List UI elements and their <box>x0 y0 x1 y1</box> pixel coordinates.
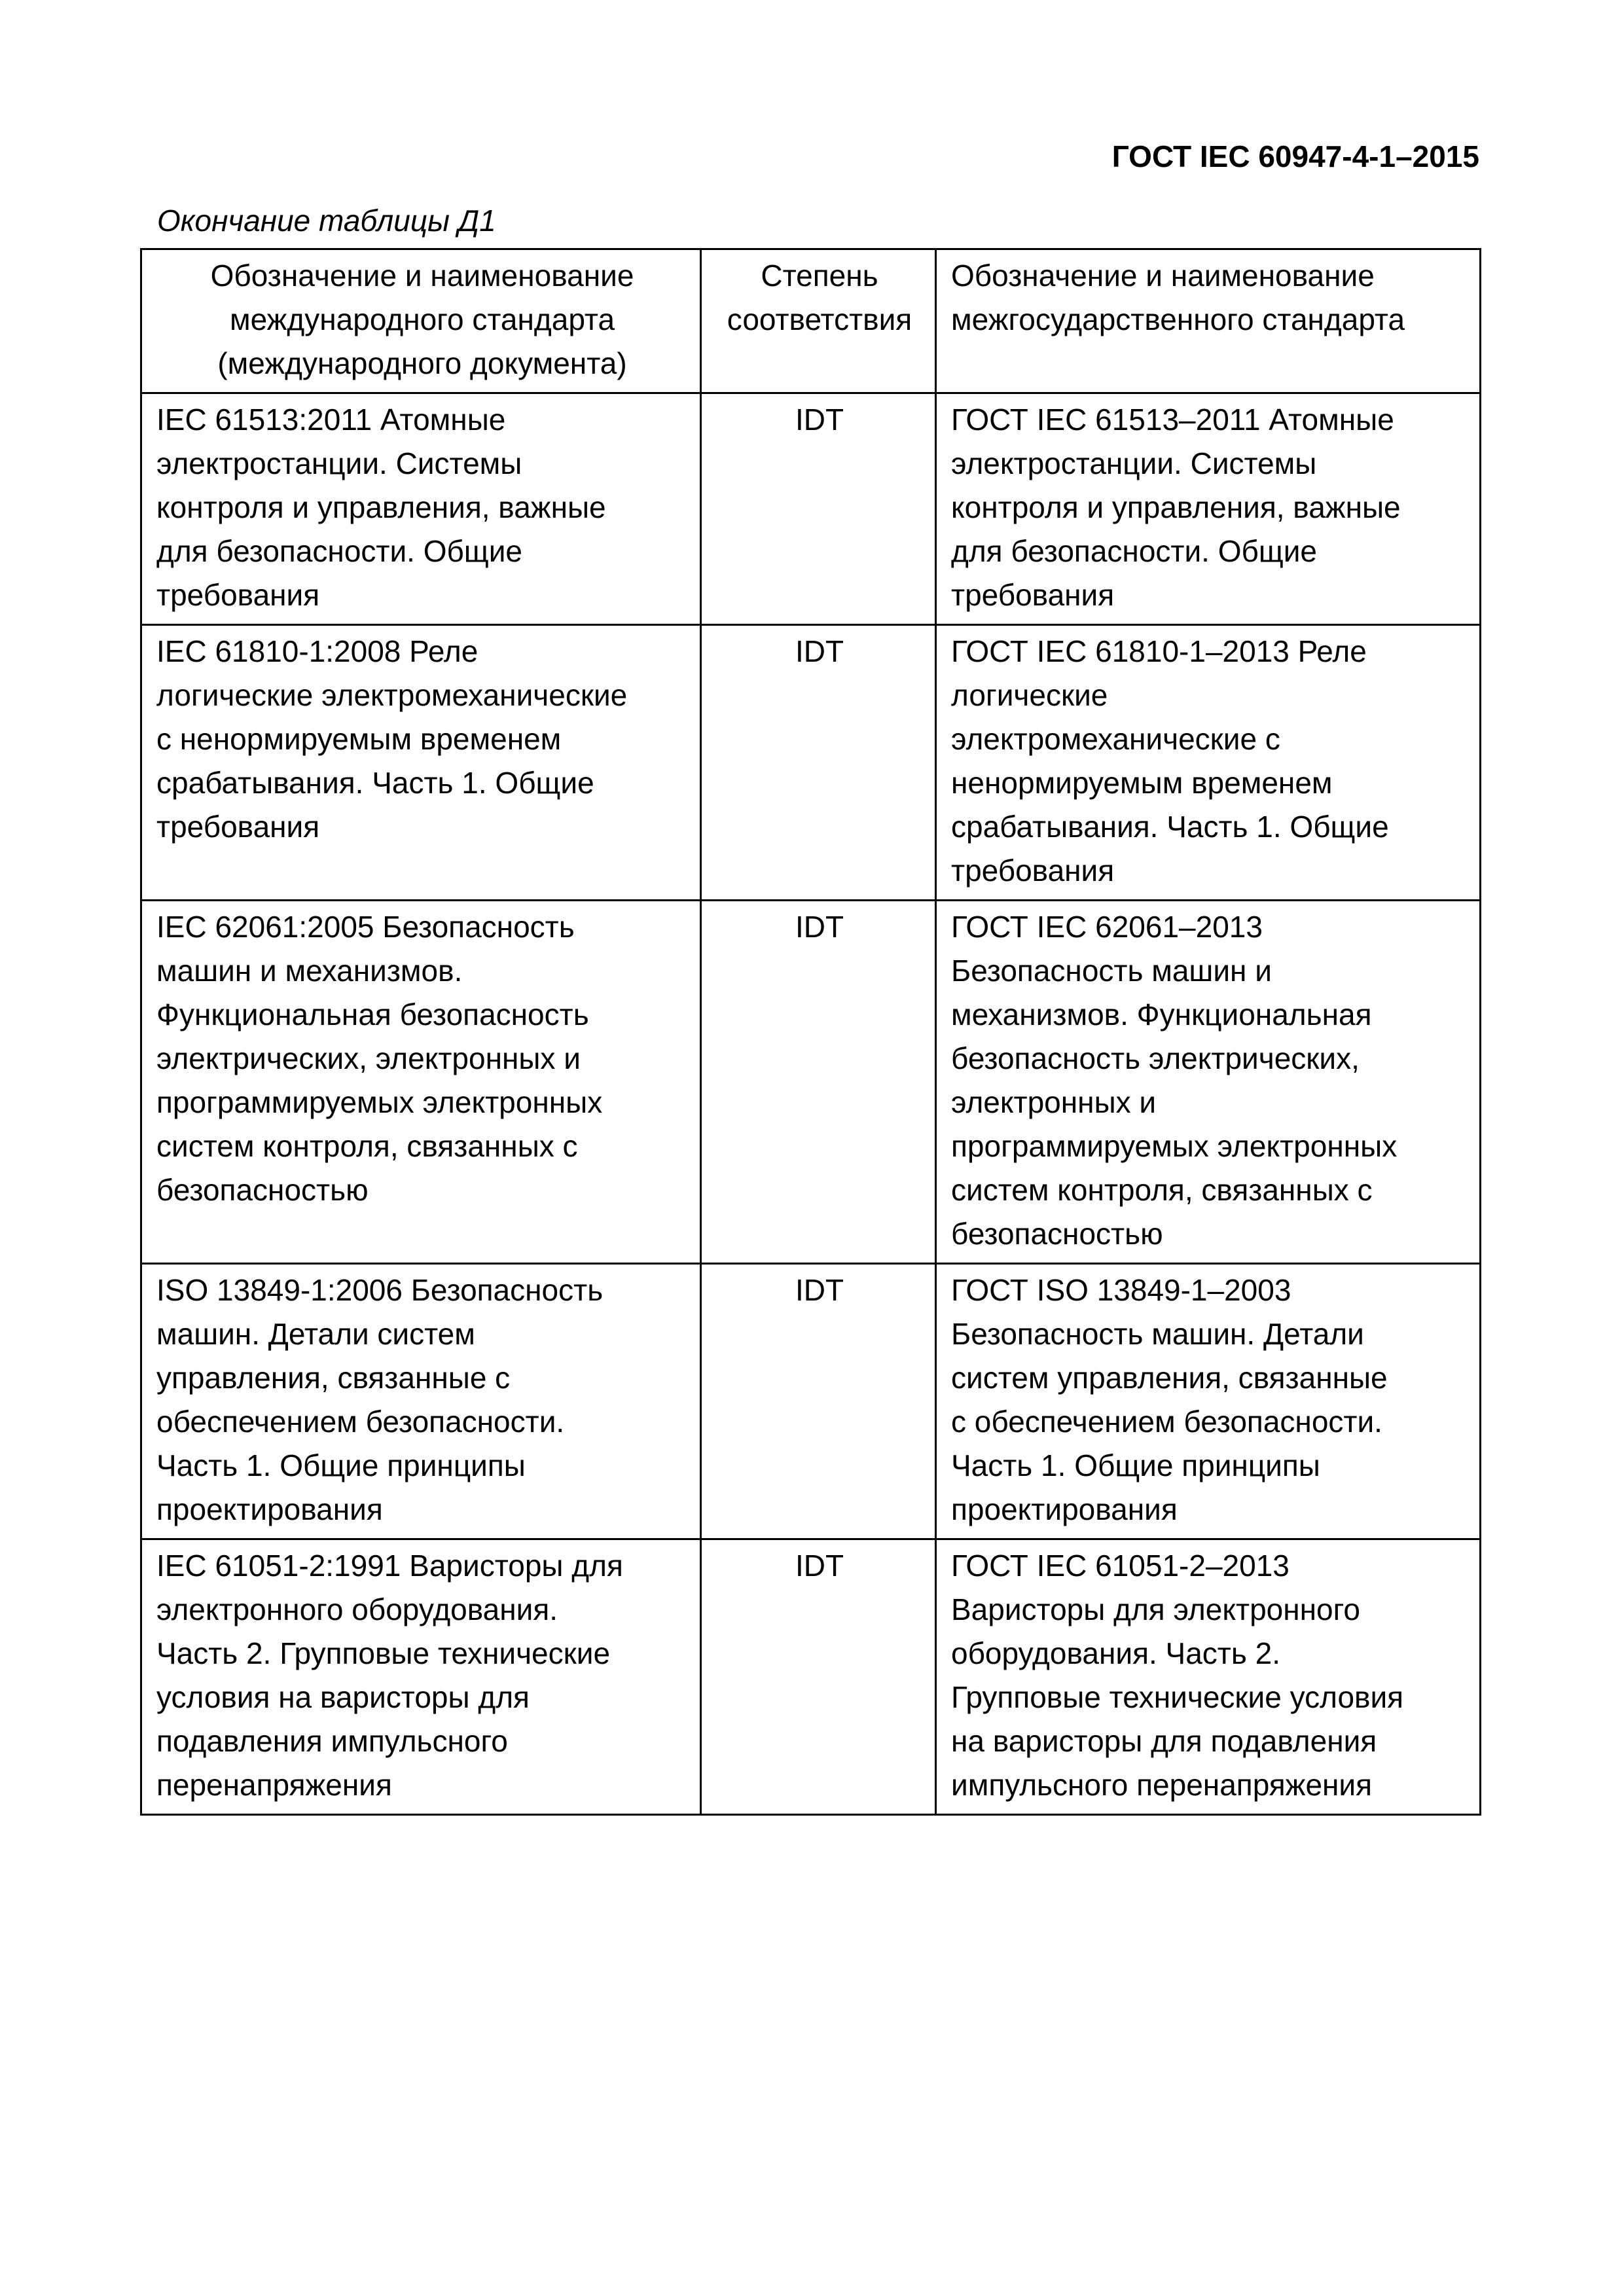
table-header-row <box>141 249 1481 393</box>
column-header-interstate-standard: Обозначение и наименование межгосударственного стандарта <box>936 249 1481 393</box>
international-standard-cell: IEC 61810-1:2008 Реле логические электромеханические с ненормируемым временем срабатывания. Часть 1. Общие требования <box>141 625 701 901</box>
interstate-standard-cell: ГОСТ ISO 13849-1–2003 Безопасность машин. Детали систем управления, связанные с обеспечением безопасности. Часть 1. Общие принципы проектирования <box>936 1264 1481 1539</box>
table-row <box>141 901 1481 1264</box>
interstate-standard-cell: ГОСТ IEC 61051-2–2013 Варисторы для электронного оборудования. Часть 2. Групповые технические условия на варисторы для подавления импульсного перенапряжения <box>936 1539 1481 1815</box>
international-standard-cell: IEC 61051-2:1991 Варисторы для электронного оборудования. Часть 2. Групповые технические условия на варисторы для подавления импульсного перенапряжения <box>141 1539 701 1815</box>
international-standard-cell: IEC 61513:2011 Атомные электростанции. Системы контроля и управления, важные для безопасности. Общие требования <box>141 393 701 625</box>
table-caption: Окончание таблицы Д1 <box>157 204 496 238</box>
table-row <box>141 1264 1481 1539</box>
degree-of-correspondence-cell: IDT <box>701 393 936 625</box>
international-standard-cell: ISO 13849-1:2006 Безопасность машин. Детали систем управления, связанные с обеспечением безопасности. Часть 1. Общие принципы проектирования <box>141 1264 701 1539</box>
interstate-standard-cell: ГОСТ IEC 62061–2013 Безопасность машин и механизмов. Функциональная безопасность электрических, электронных и программируемых электронных систем контроля, связанных с безопасностью <box>936 901 1481 1264</box>
table-row <box>141 393 1481 625</box>
interstate-standard-cell: ГОСТ IEC 61810-1–2013 Реле логические электромеханические с ненормируемым временем срабатывания. Часть 1. Общие требования <box>936 625 1481 901</box>
degree-of-correspondence-cell: IDT <box>701 1539 936 1815</box>
degree-of-correspondence-cell: IDT <box>701 625 936 901</box>
column-header-international-standard: Обозначение и наименование международного стандарта (международного документа) <box>141 249 701 393</box>
international-standard-cell: IEC 62061:2005 Безопасность машин и механизмов. Функциональная безопасность электрических, электронных и программируемых электронных систем контроля, связанных с безопасностью <box>141 901 701 1264</box>
table-row <box>141 625 1481 901</box>
standards-correspondence-table <box>140 248 1481 1816</box>
interstate-standard-cell: ГОСТ IEC 61513–2011 Атомные электростанции. Системы контроля и управления, важные для безопасности. Общие требования <box>936 393 1481 625</box>
column-header-degree-of-correspondence: Степень соответствия <box>701 249 936 393</box>
table-row <box>141 1539 1481 1815</box>
degree-of-correspondence-cell: IDT <box>701 1264 936 1539</box>
document-designation: ГОСТ IEC 60947-4-1–2015 <box>1111 139 1479 173</box>
degree-of-correspondence-cell: IDT <box>701 901 936 1264</box>
